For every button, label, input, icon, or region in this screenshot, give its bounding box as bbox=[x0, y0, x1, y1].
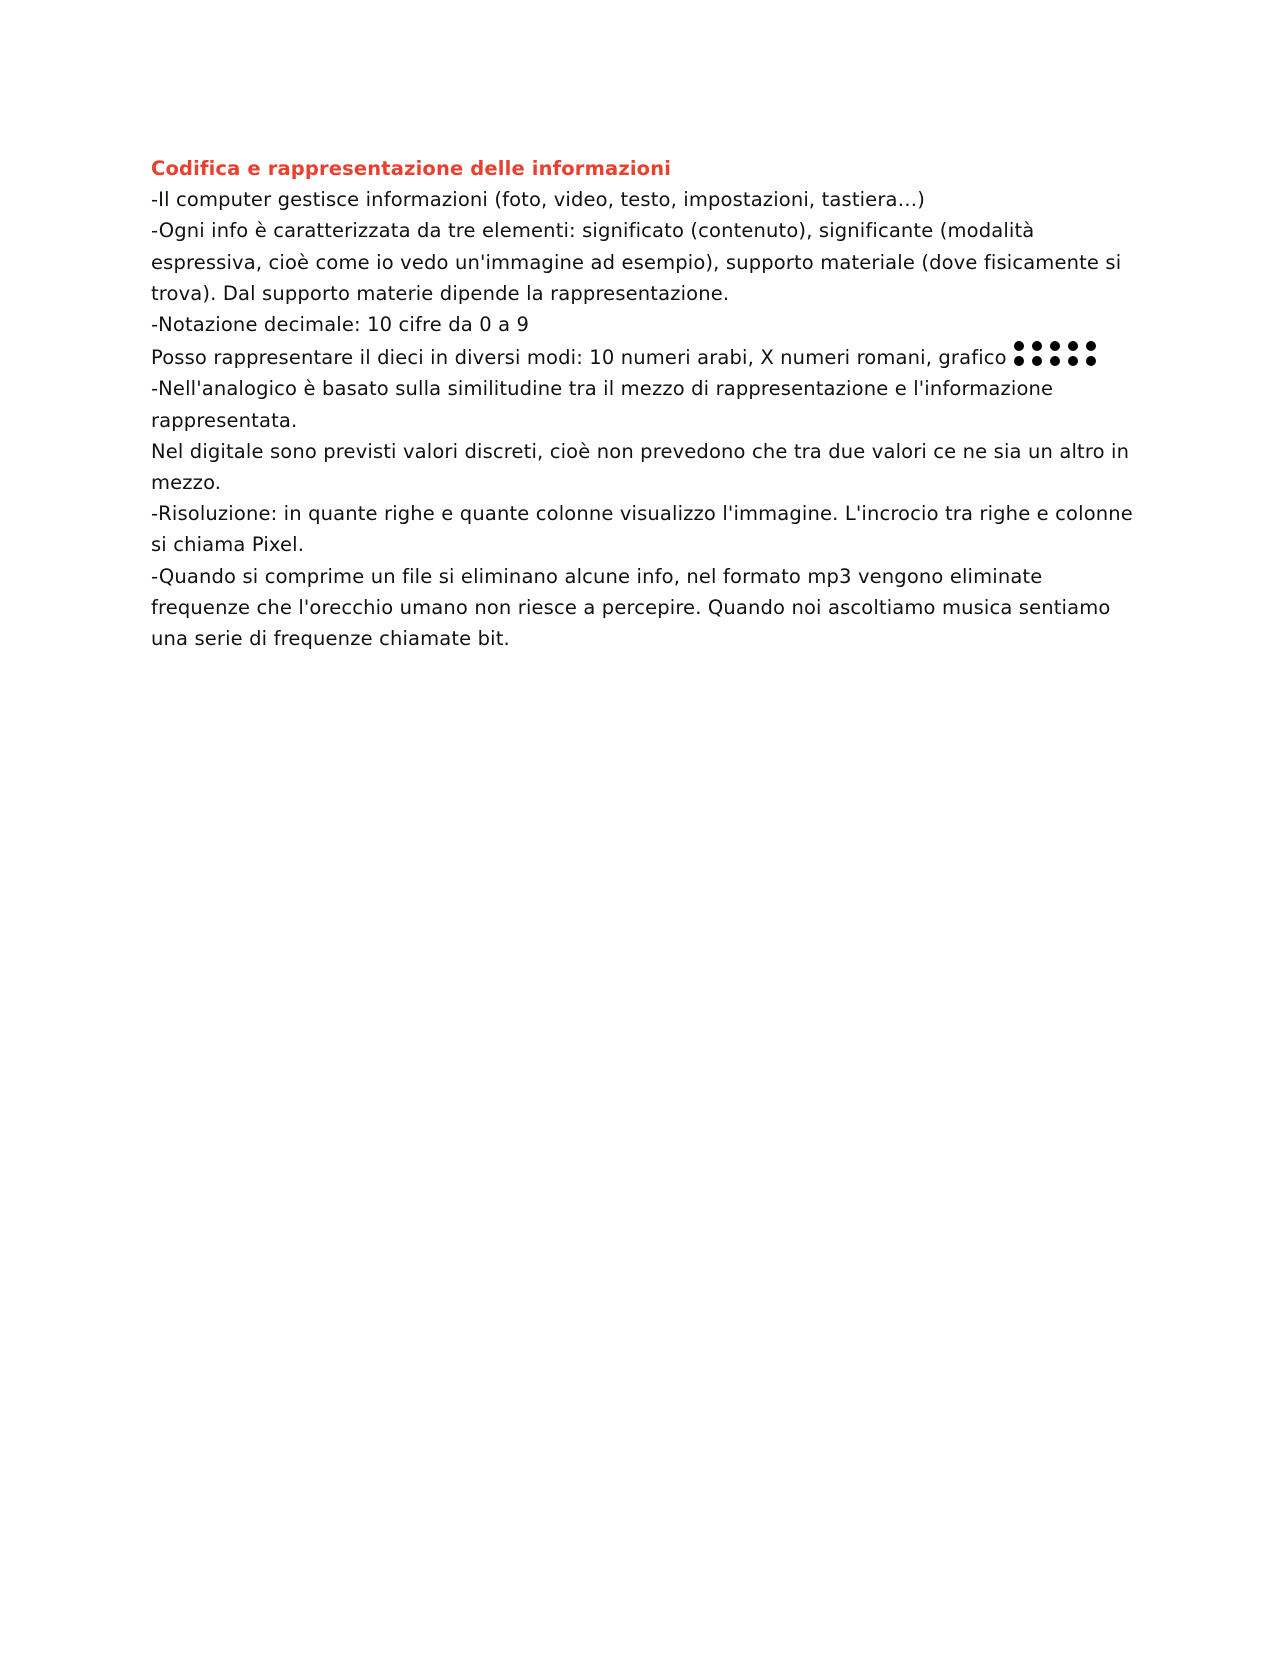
dot bbox=[1032, 356, 1042, 366]
dot bbox=[1014, 356, 1024, 366]
dot bbox=[1068, 341, 1078, 351]
dot bbox=[1014, 341, 1024, 351]
dot bbox=[1068, 356, 1078, 366]
paragraph-resolution: -Risoluzione: in quante righe e quante colonne visualizzo l'immagine. L'incrocio tra righe e colonne si chiama Pixel. bbox=[151, 502, 1133, 557]
ten-dots-graphic bbox=[1013, 340, 1103, 368]
dot bbox=[1086, 341, 1096, 351]
dot bbox=[1050, 356, 1060, 366]
dot bbox=[1032, 341, 1042, 351]
paragraph-analog: -Nell'analogico è basato sulla similitudine tra il mezzo di rappresentazione e l'informazione rappresentata. bbox=[151, 377, 1054, 432]
note-content bbox=[151, 153, 1141, 654]
note-title: Codifica e rappresentazione delle informazioni bbox=[151, 157, 672, 180]
paragraph-compression: -Quando si comprime un file si eliminano alcune info, nel formato mp3 vengono eliminate frequenze che l'orecchio umano non riesce a percepire. Quando noi ascoltiamo musica sentiamo una serie di frequenze chiamate bit. bbox=[151, 564, 1111, 651]
paragraph-ten-representations bbox=[151, 340, 1141, 373]
paragraph-digital: Nel digitale sono previsti valori discreti, cioè non prevedono che tra due valori ce ne sia un altro in mezzo. bbox=[151, 439, 1130, 495]
paragraph-ten-representations-text: Posso rappresentare il dieci in diversi modi: 10 numeri arabi, X numeri romani, grafico bbox=[151, 346, 1007, 370]
paragraph-info-elements: -Ogni info è caratterizzata da tre elementi: significato (contenuto), significante (modalità espressiva, cioè come io vedo un'immagine ad esempio), supporto materiale (dove fisicamente si trova). Dal supporto materie dipende la rappresentazione. bbox=[151, 219, 1122, 305]
dot bbox=[1050, 341, 1060, 351]
dot bbox=[1086, 356, 1096, 366]
paragraph-decimal-notation: -Notazione decimale: 10 cifre da 0 a 9 bbox=[151, 313, 530, 337]
paragraph-computer-info: -Il computer gestisce informazioni (foto, video, testo, impostazioni, tastiera…) bbox=[151, 188, 926, 212]
